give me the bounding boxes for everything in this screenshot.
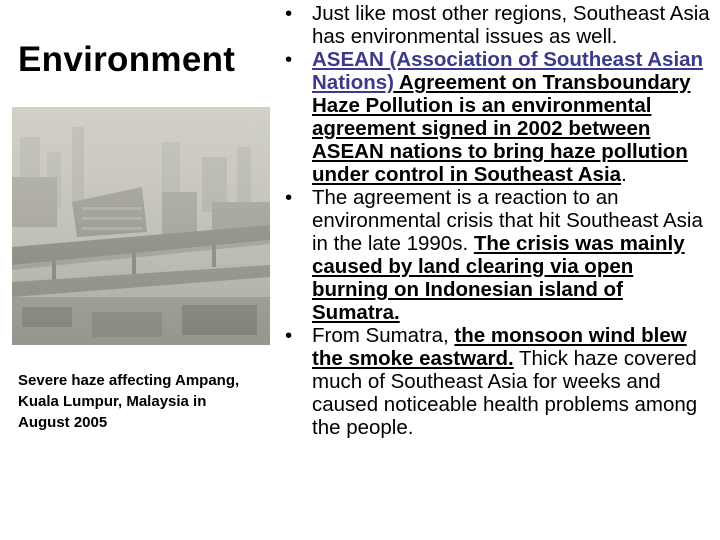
bullet-icon: • — [285, 2, 293, 25]
asean-link[interactable]: ASEAN (Association of Southeast Asian Nations) — [312, 48, 704, 94]
bullet-text: . — [621, 163, 627, 186]
bullet-text: The agreement is a reaction to an environmental crisis that hit Southeast Asia in the late 1990s. — [312, 186, 703, 255]
bullet-list — [285, 2, 715, 439]
bullet-emphasis: the monsoon wind blew the smoke eastward. — [312, 324, 687, 370]
slide-title: Environment — [18, 40, 236, 79]
haze-photo-icon — [12, 107, 270, 345]
bullet-item — [285, 324, 715, 439]
bullet-text: Just like most other regions, Southeast Asia has environmental issues as well. — [312, 2, 710, 48]
bullet-item — [285, 186, 715, 324]
bullet-text: Thick haze covered much of Southeast Asia for weeks and caused noticeable health problems among the people. — [312, 347, 698, 439]
haze-photo — [12, 107, 270, 345]
bullet-item — [285, 2, 715, 48]
bullet-icon: • — [285, 186, 293, 209]
bullet-emphasis: Agreement on Transboundary Haze Pollution is an environmental agreement signed in 2002 between ASEAN nations to bring haze pollution under control in Southeast Asia — [312, 71, 691, 186]
bullet-icon: • — [285, 324, 293, 347]
bullet-item — [285, 48, 715, 186]
bullet-icon: • — [285, 48, 293, 71]
photo-caption: Severe haze affecting Ampang, Kuala Lumpur, Malaysia in August 2005 — [18, 372, 240, 431]
bullet-emphasis: The crisis was mainly caused by land clearing via open burning on Indonesian island of Sumatra. — [312, 232, 685, 324]
bullet-text: From Sumatra, — [312, 324, 455, 347]
